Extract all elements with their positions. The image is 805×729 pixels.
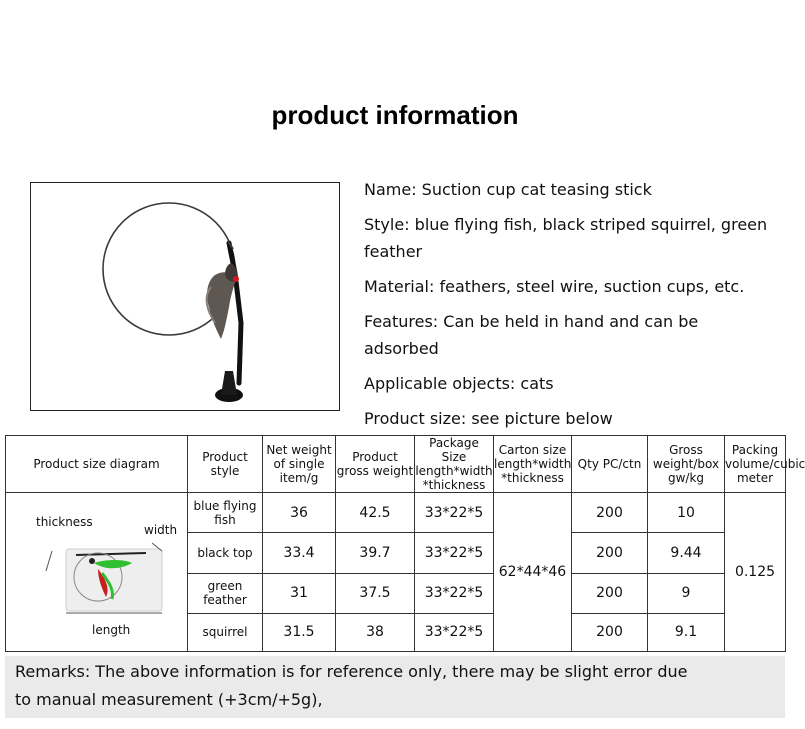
row-package-size: 33*22*5 xyxy=(415,613,494,651)
header-style: Product style xyxy=(188,436,263,493)
info-material: Material: feathers, steel wire, suction cups, etc. xyxy=(364,277,745,296)
spec-table xyxy=(5,435,805,652)
header-gross-box: Gross weight/box gw/kg xyxy=(648,436,725,493)
carton-size-value: 62*44*46 xyxy=(494,493,572,652)
row-gross-box: 9.1 xyxy=(648,613,725,651)
header-diagram: Product size diagram xyxy=(6,436,188,493)
row-gross-box: 9 xyxy=(648,573,725,613)
row-net-weight: 33.4 xyxy=(263,533,336,573)
row-package-size: 33*22*5 xyxy=(415,533,494,573)
diagram-label-length: length xyxy=(92,623,131,637)
row-qty: 200 xyxy=(572,533,648,573)
row-style: squirrel xyxy=(188,613,263,651)
row-style: blue flying fish xyxy=(188,493,263,533)
header-gross-weight: Product gross weight xyxy=(336,436,415,493)
row-qty: 200 xyxy=(572,573,648,613)
info-size: Product size: see picture below xyxy=(364,409,613,428)
header-carton-size: Carton size length*width *thickness xyxy=(494,436,572,493)
header-qty: Qty PC/ctn xyxy=(572,436,648,493)
row-qty: 200 xyxy=(572,493,648,533)
diagram-label-width: width xyxy=(144,523,178,537)
page-title: product information xyxy=(271,100,519,130)
row-package-size: 33*22*5 xyxy=(415,493,494,533)
remarks-line-1: Remarks: The above information is for reference only, there may be slight error due xyxy=(15,662,688,681)
info-applicable: Applicable objects: cats xyxy=(364,374,554,393)
info-name: Name: Suction cup cat teasing stick xyxy=(364,180,652,199)
table-row xyxy=(6,493,786,533)
cat-teaser-illustration xyxy=(31,183,341,412)
size-diagram xyxy=(6,493,187,651)
remarks-box xyxy=(5,656,785,718)
remarks-line-2: to manual measurement (+3cm/+5g), xyxy=(15,690,323,709)
row-net-weight: 31 xyxy=(263,573,336,613)
header-packing-volume: Packing volume/cubic meter xyxy=(725,436,786,493)
row-package-size: 33*22*5 xyxy=(415,573,494,613)
row-style: green feather xyxy=(188,573,263,613)
header-package-size: Package Size length*width *thickness xyxy=(415,436,493,492)
info-features: Features: Can be held in hand and can be adsorbed xyxy=(364,312,699,358)
row-gross-box: 10 xyxy=(648,493,725,533)
row-style: black top xyxy=(188,533,263,573)
info-style: Style: blue flying fish, black striped squirrel, green feather xyxy=(364,215,768,261)
size-diagram-cell xyxy=(6,493,188,652)
header-net-weight: Net weight of single item/g xyxy=(263,436,336,493)
row-gross-weight: 38 xyxy=(336,613,415,651)
packing-volume-value: 0.125 xyxy=(725,493,786,652)
table-header-row xyxy=(6,436,786,493)
row-net-weight: 31.5 xyxy=(263,613,336,651)
product-info xyxy=(364,176,774,440)
product-photo xyxy=(30,182,340,411)
row-gross-box: 9.44 xyxy=(648,533,725,573)
row-gross-weight: 39.7 xyxy=(336,533,415,573)
row-gross-weight: 42.5 xyxy=(336,493,415,533)
row-gross-weight: 37.5 xyxy=(336,573,415,613)
row-qty: 200 xyxy=(572,613,648,651)
diagram-label-thickness: thickness xyxy=(36,515,93,529)
row-net-weight: 36 xyxy=(263,493,336,533)
